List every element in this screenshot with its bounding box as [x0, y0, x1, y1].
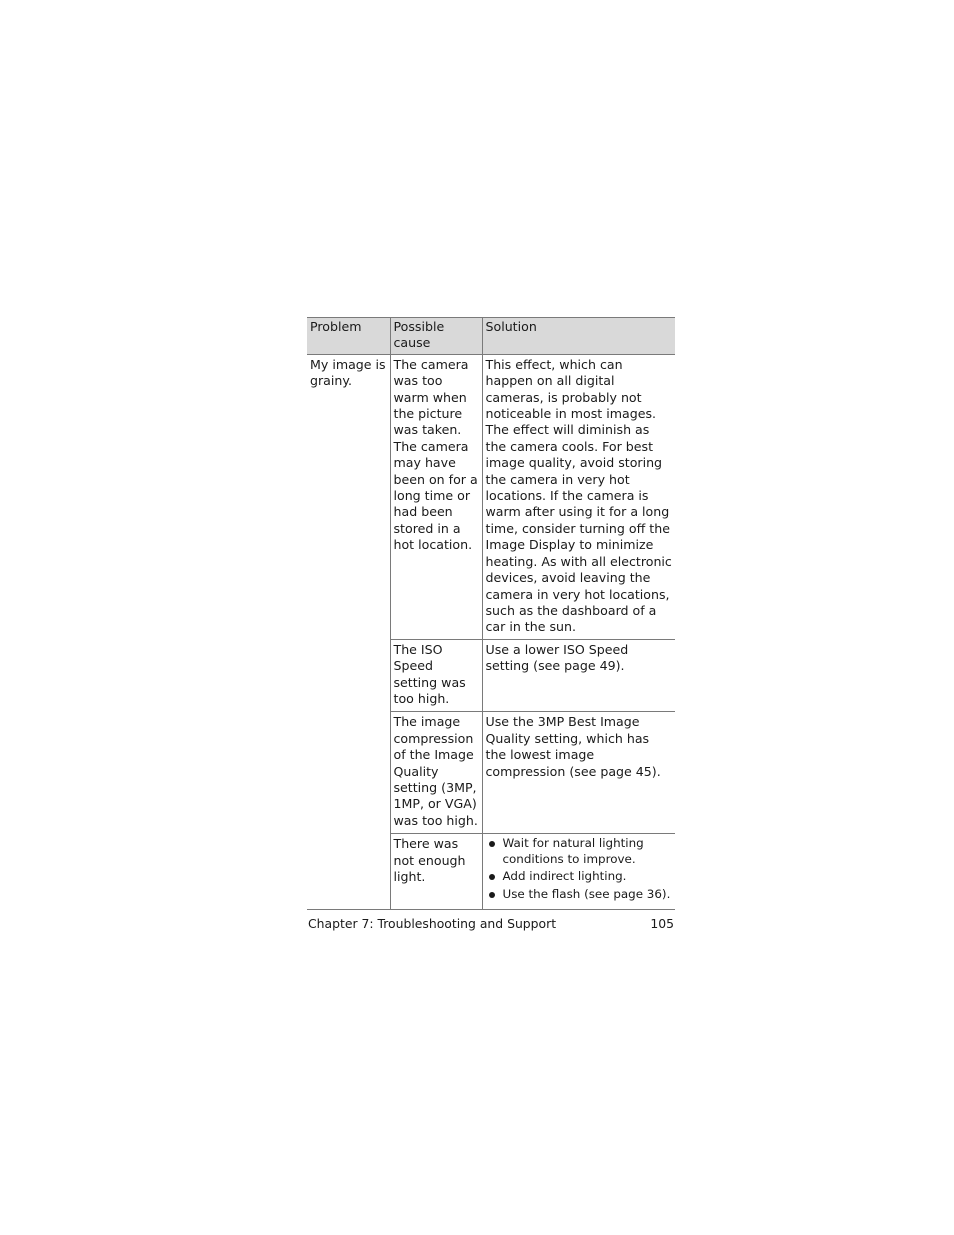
troubleshooting-table-container — [307, 317, 675, 910]
page-footer — [308, 916, 674, 931]
solution-cell: Use the 3MP Best Image Quality setting, which has the lowest image compression (see page 45). — [482, 712, 675, 834]
bullet-text: Wait for natural lighting conditions to improve. — [502, 836, 644, 866]
header-problem: Problem — [307, 318, 390, 355]
solution-bullet-list — [486, 836, 674, 902]
cause-cell: There was not enough light. — [390, 834, 482, 909]
list-item — [486, 869, 674, 885]
solution-cell: This effect, which can happen on all digital cameras, is probably not noticeable in most images. The effect will diminish as the camera cools. For best image quality, avoid storing the camera in very hot locations. If the camera is warm after using it for a long time, consider turning off the Image Display to minimize heating. As with all electronic devices, avoid leaving the camera in very hot locations, such as the dashboard of a car in the sun. — [482, 354, 675, 639]
chapter-title: Chapter 7: Troubleshooting and Support — [308, 916, 557, 931]
cause-cell: The image compression of the Image Quality setting (3MP, 1MP, or VGA) was too high. — [390, 712, 482, 834]
bullet-icon — [489, 874, 495, 880]
table-row — [307, 354, 675, 639]
list-item — [486, 887, 674, 903]
troubleshooting-table — [307, 317, 675, 910]
table-header-row — [307, 318, 675, 355]
solution-cell: Use a lower ISO Speed setting (see page 49). — [482, 639, 675, 712]
bullet-icon — [489, 841, 495, 847]
page-number: 105 — [650, 916, 674, 931]
bullet-text: Use the flash (see page 36). — [502, 886, 671, 901]
solution-cell — [482, 834, 675, 909]
bullet-icon — [489, 892, 495, 898]
cause-cell: The camera was too warm when the picture was taken. The camera may have been on for a long time or had been stored in a hot location. — [390, 354, 482, 639]
cause-cell: The ISO Speed setting was too high. — [390, 639, 482, 712]
bullet-text: Add indirect lighting. — [502, 869, 627, 884]
problem-cell: My image is grainy. — [307, 354, 390, 909]
header-solution: Solution — [482, 318, 675, 355]
header-possible-cause: Possible cause — [390, 318, 482, 355]
list-item — [486, 836, 674, 867]
